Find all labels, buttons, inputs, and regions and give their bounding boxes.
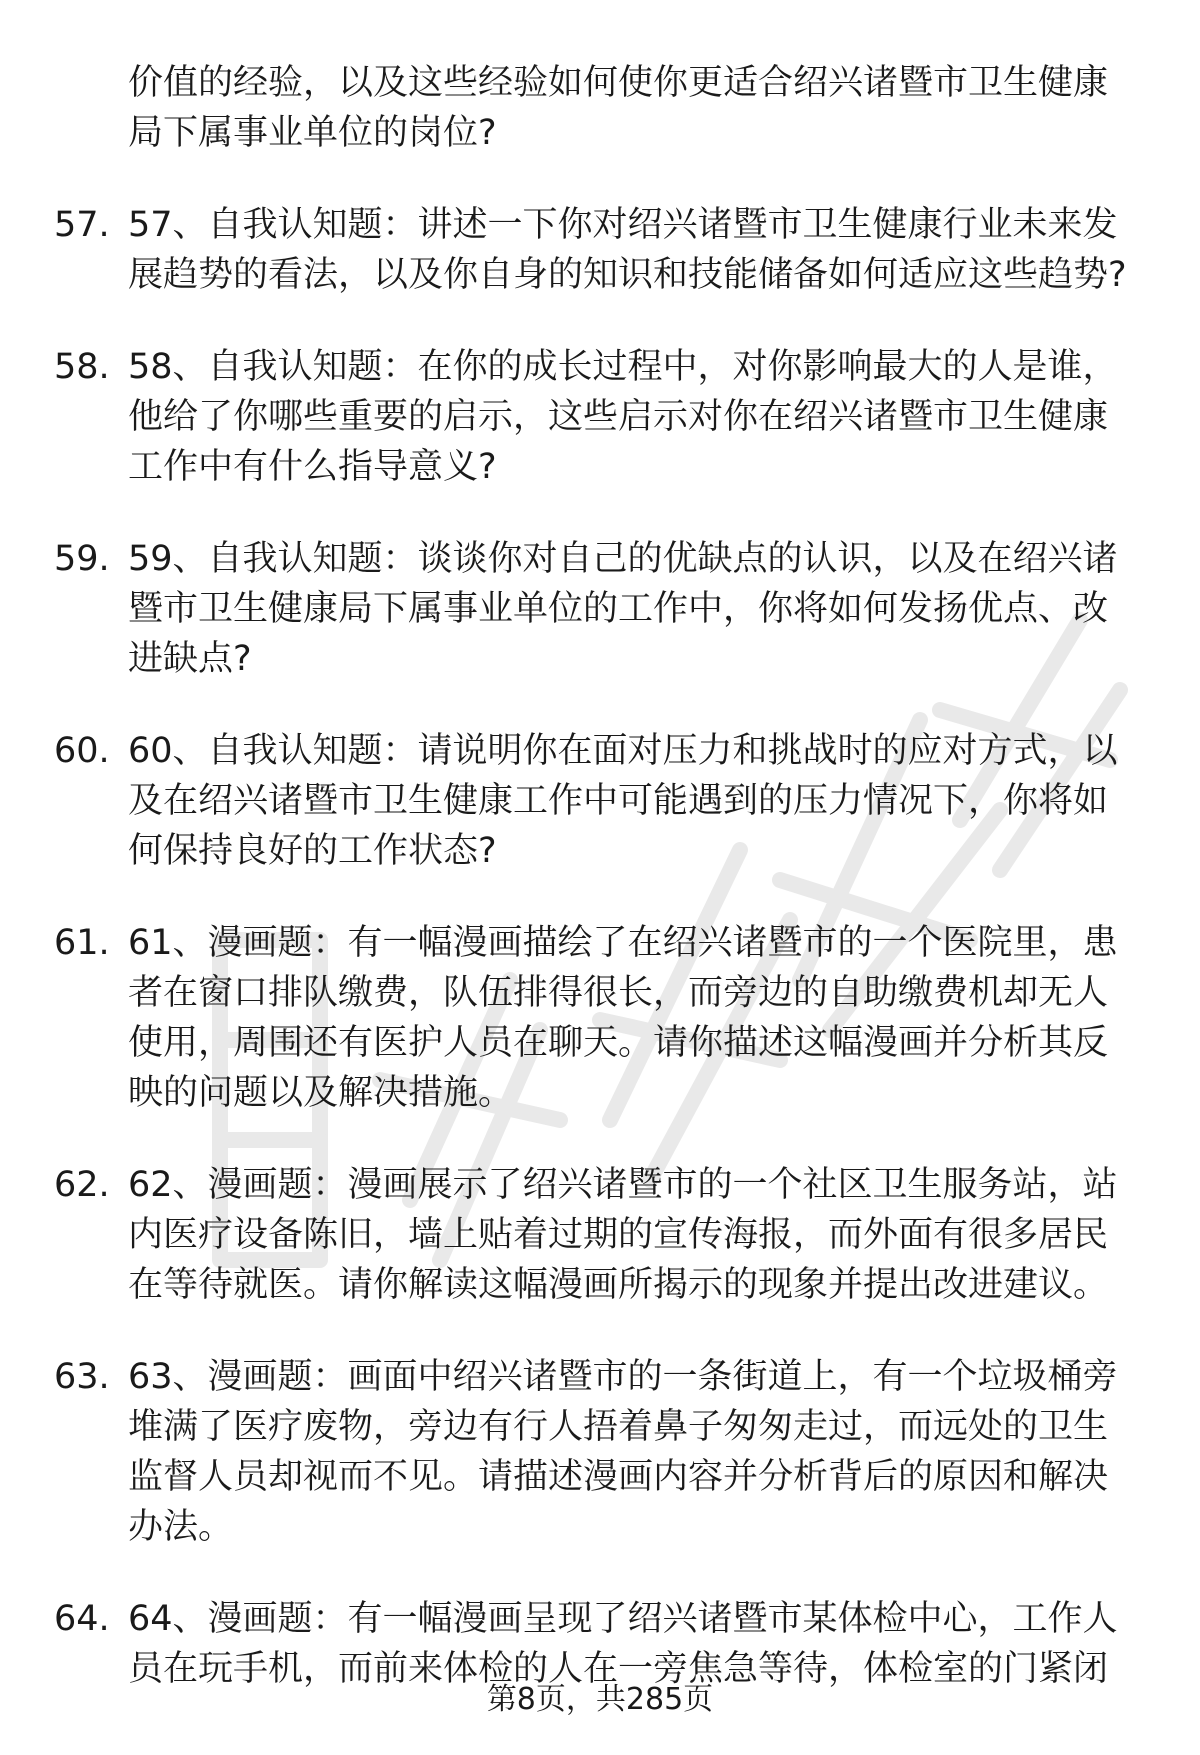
item-number: 59. — [54, 539, 110, 579]
list-item — [54, 1160, 1154, 1310]
list-item — [54, 1594, 1154, 1694]
item-text: 63、漫画题：画面中绍兴诸暨市的一条街道上，有一个垃圾桶旁堆满了医疗废物，旁边有行人捂着鼻子匆匆走过，而远处的卫生监督人员却视而不见。请描述漫画内容并分析背后的原因和解决办法。 — [128, 1357, 1118, 1547]
list-item — [54, 342, 1154, 492]
page-footer: 第8页，共285页 — [486, 1682, 714, 1717]
item-number: 64. — [54, 1599, 110, 1639]
item-number: 61. — [54, 923, 110, 963]
item-text: 61、漫画题：有一幅漫画描绘了在绍兴诸暨市的一个医院里，患者在窗口排队缴费，队伍排得很长，而旁边的自助缴费机却无人使用，周围还有医护人员在聊天。请你描述这幅漫画并分析其反映的问题以及解决措施。 — [128, 923, 1118, 1113]
continuation-paragraph: 价值的经验，以及这些经验如何使你更适合绍兴诸暨市卫生健康局下属事业单位的岗位? — [128, 63, 1109, 153]
list-item — [54, 200, 1154, 300]
item-text: 62、漫画题：漫画展示了绍兴诸暨市的一个社区卫生服务站，站内医疗设备陈旧，墙上贴着过期的宣传海报，而外面有很多居民在等待就医。请你解读这幅漫画所揭示的现象并提出改进建议。 — [128, 1165, 1118, 1305]
list-item — [54, 1352, 1154, 1552]
item-number: 58. — [54, 347, 110, 387]
item-text: 64、漫画题：有一幅漫画呈现了绍兴诸暨市某体检中心，工作人员在玩手机，而前来体检的人在一旁焦急等待，体检室的门紧闭 — [128, 1599, 1118, 1689]
list-item — [54, 918, 1154, 1118]
item-text: 59、自我认知题：谈谈你对自己的优缺点的认识，以及在绍兴诸暨市卫生健康局下属事业单位的工作中，你将如何发扬优点、改进缺点? — [128, 539, 1118, 679]
item-number: 57. — [54, 205, 110, 245]
item-text: 60、自我认知题：请说明你在面对压力和挑战时的应对方式，以及在绍兴诸暨市卫生健康工作中可能遇到的压力情况下，你将如何保持良好的工作状态? — [128, 731, 1118, 871]
item-number: 60. — [54, 731, 110, 771]
item-text: 57、自我认知题：讲述一下你对绍兴诸暨市卫生健康行业未来发展趋势的看法，以及你自身的知识和技能储备如何适应这些趋势? — [128, 205, 1127, 295]
question-list — [54, 58, 1154, 1736]
item-number: 63. — [54, 1357, 110, 1397]
list-item — [54, 534, 1154, 684]
item-number: 62. — [54, 1165, 110, 1205]
list-item — [54, 726, 1154, 876]
item-text: 58、自我认知题：在你的成长过程中，对你影响最大的人是谁，他给了你哪些重要的启示，这些启示对你在绍兴诸暨市卫生健康工作中有什么指导意义? — [128, 347, 1118, 487]
